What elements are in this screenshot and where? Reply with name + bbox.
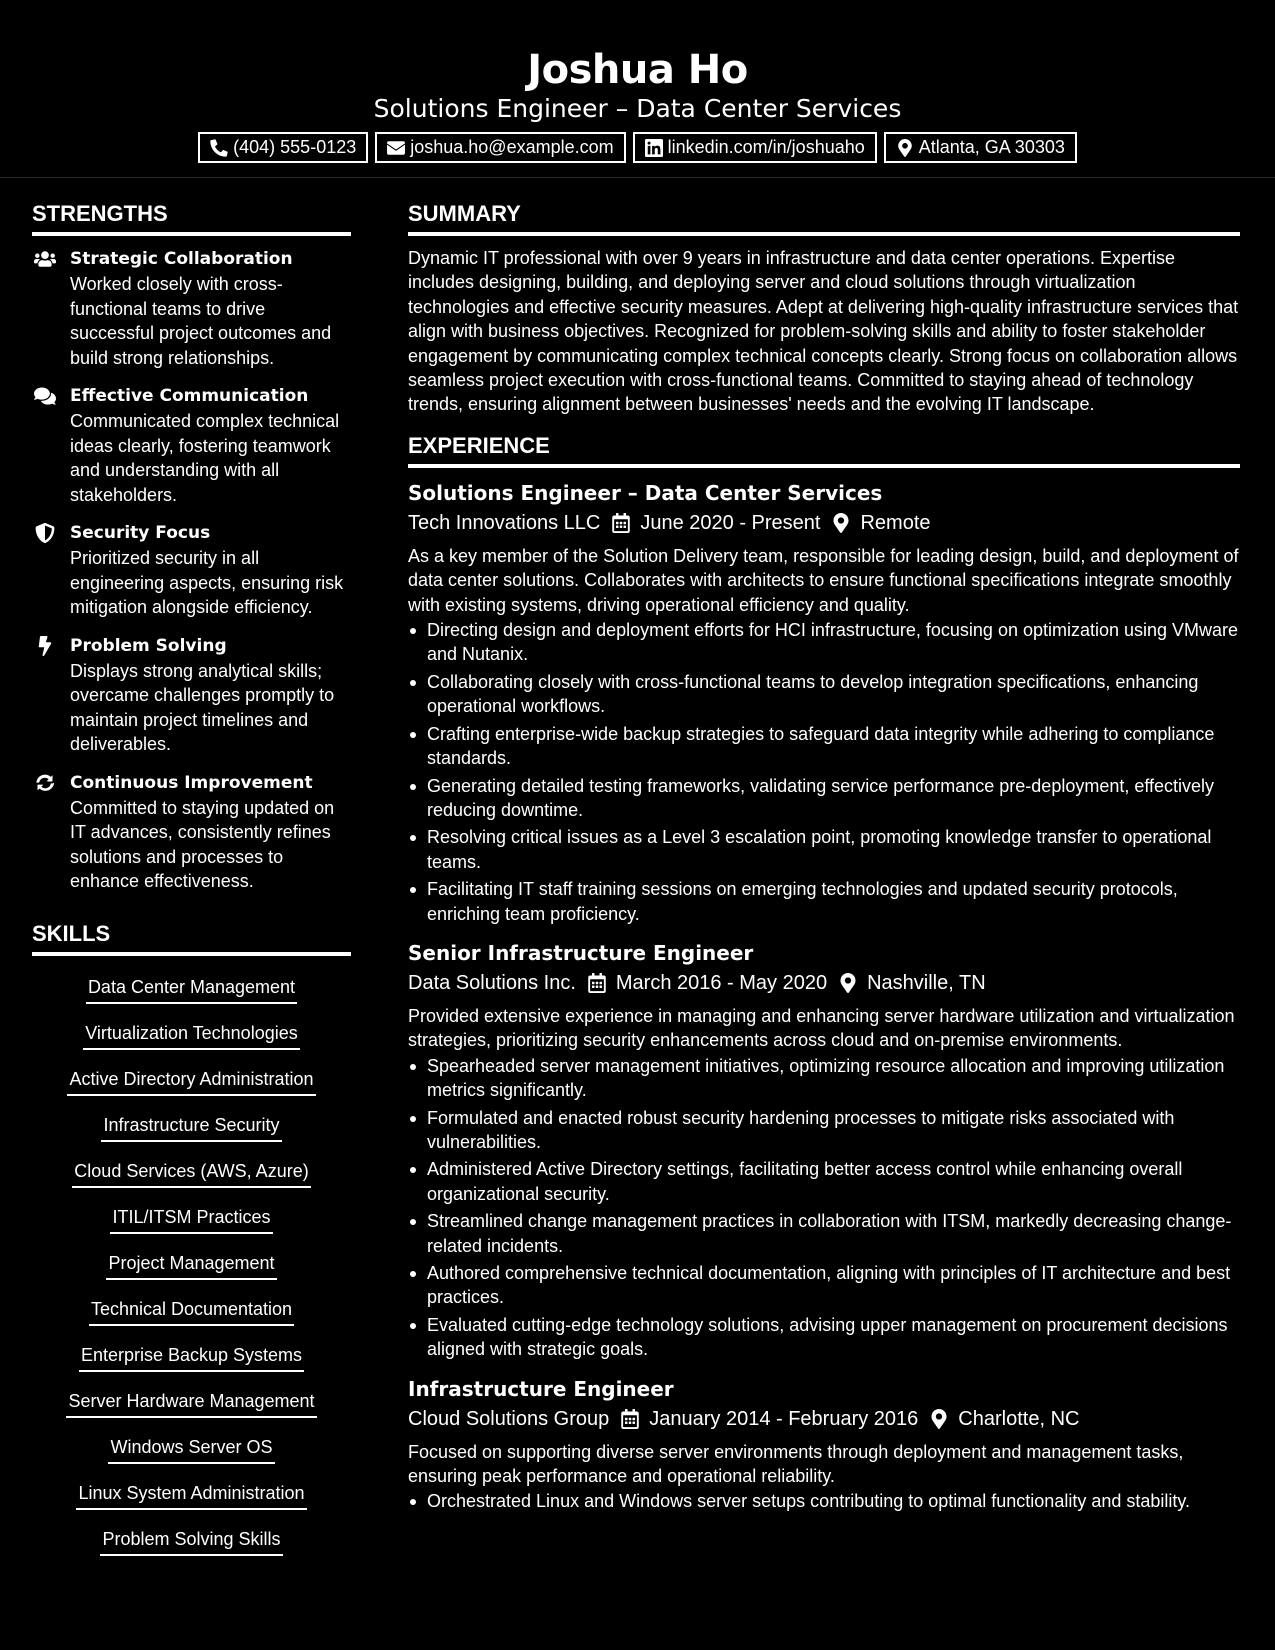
job-meta: [408, 508, 1240, 538]
skills-section: [32, 920, 351, 1564]
candidate-title: Solutions Engineer – Data Center Services: [373, 94, 902, 123]
skill-tag: Problem Solving Skills: [100, 1527, 282, 1556]
map-pin-icon: [896, 139, 914, 157]
calendar-icon: [621, 1409, 639, 1429]
contact-text: joshua.ho@example.com: [410, 137, 614, 157]
skill-tag: Infrastructure Security: [101, 1113, 281, 1142]
summary-heading: SUMMARY: [408, 200, 1240, 236]
strength-text: Displays strong analytical skills; overcame challenges promptly to maintain project timelines and deliverables.: [70, 660, 335, 754]
calendar-icon: [612, 513, 630, 533]
skill-tag: Server Hardware Management: [66, 1389, 316, 1418]
strength-text: Committed to staying updated on IT advances, consistently refines solutions and processes to enhance effectiveness.: [70, 797, 335, 891]
job-location: Charlotte, NC: [958, 1407, 1080, 1430]
skill-tag: Technical Documentation: [89, 1297, 294, 1326]
candidate-name: Joshua Ho: [527, 47, 748, 93]
job-bullet: Resolving critical issues as a Level 3 escalation point, promoting knowledge transfer to operational teams.: [408, 825, 1240, 874]
strength-title: Strategic Collaboration: [70, 249, 293, 269]
strength-item: [32, 383, 351, 507]
job-location: Remote: [860, 511, 931, 534]
job-meta: [408, 968, 1240, 998]
bolt-icon: [34, 636, 56, 656]
strength-title: Security Focus: [70, 523, 211, 543]
job-dates: March 2016 - May 2020: [615, 971, 828, 994]
job-bullet: Streamlined change management practices in collaboration with ITSM, markedly decreasing change-related incidents.: [408, 1209, 1240, 1258]
linkedin-icon: [645, 139, 663, 157]
job-bullet: Directing design and deployment efforts for HCI infrastructure, focusing on optimization using VMware and Nutanix.: [408, 618, 1240, 667]
contact-phone[interactable]: [198, 132, 368, 163]
contact-text: linkedin.com/in/joshuaho: [667, 137, 865, 157]
job-bullets: [408, 1489, 1240, 1513]
job-title: Infrastructure Engineer: [408, 1376, 674, 1401]
job-bullets: [408, 1054, 1240, 1362]
strengths-heading: STRENGTHS: [32, 200, 351, 236]
job-bullet: Authored comprehensive technical documentation, aligning with principles of IT architecture and best practices.: [408, 1261, 1240, 1310]
strength-title: Effective Communication: [70, 386, 309, 406]
job-meta: [408, 1404, 1240, 1434]
job-description: As a key member of the Solution Delivery team, responsible for leading design, build, and deployment of data center solutions. Collaborates with architects to ensure functional specifications integrate smoothly with existing systems, driving operational efficiency and quality.: [408, 545, 1239, 615]
skill-tag: Data Center Management: [86, 975, 297, 1004]
skill-tag: Windows Server OS: [108, 1435, 274, 1464]
contact-email[interactable]: [375, 132, 625, 163]
skill-tag: Project Management: [106, 1251, 276, 1280]
left-column: [32, 200, 351, 1564]
strength-text: Prioritized security in all engineering aspects, ensuring risk mitigation alongside efficiency.: [70, 548, 344, 617]
strength-text: Communicated complex technical ideas clearly, fostering teamwork and understanding with all stakeholders.: [70, 411, 340, 505]
contact-location[interactable]: [884, 132, 1077, 163]
job-bullet: Crafting enterprise-wide backup strategies to safeguard data integrity while adhering to compliance standards.: [408, 722, 1240, 771]
map-pin-icon: [832, 513, 850, 533]
resume-header: [0, 0, 1275, 178]
job-bullet: Collaborating closely with cross-functional teams to develop integration specifications, enhancing operational workflows.: [408, 670, 1240, 719]
sync-icon: [34, 773, 56, 793]
skill-list: [32, 966, 351, 1564]
strength-title: Continuous Improvement: [70, 772, 313, 793]
strength-item: [32, 520, 351, 620]
contact-linkedin[interactable]: [633, 132, 877, 163]
strength-item: [32, 246, 351, 370]
job-bullet: Spearheaded server management initiatives, optimizing resource allocation and improving utilization metrics significantly.: [408, 1054, 1240, 1103]
job-title: Senior Infrastructure Engineer: [408, 940, 754, 965]
job-company: Tech Innovations LLC: [408, 511, 601, 534]
job-bullet: Generating detailed testing frameworks, validating service performance pre-deployment, effectively reducing downtime.: [408, 774, 1240, 823]
users-icon: [34, 249, 56, 269]
job-company: Cloud Solutions Group: [408, 1407, 610, 1430]
job-company: Data Solutions Inc.: [408, 971, 576, 994]
job-bullets: [408, 618, 1240, 926]
summary-text: Dynamic IT professional with over 9 years in infrastructure and data center operations. Expertise includes designing, building, and deploying server and cloud solutions through virtualization technologies and effective security measures. Adept at delivering high-quality infrastructure services that align with business objectives. Recognized for problem-solving skills and ability to foster stakeholder engagement by communicating complex technical concepts clearly. Strong focus on collaboration allows seamless project execution with cross-functional teams. Committed to staying ahead of technology trends, ensuring alignment between businesses' needs and the evolving IT landscape.: [408, 248, 1239, 415]
job-bullet: Evaluated cutting-edge technology solutions, advising upper management on procurement decisions aligned with strategic goals.: [408, 1313, 1240, 1362]
comments-icon: [34, 386, 56, 406]
job-entry: [408, 478, 1240, 926]
skill-tag: Cloud Services (AWS, Azure): [72, 1159, 310, 1188]
map-pin-icon: [839, 973, 857, 993]
skill-tag: Active Directory Administration: [67, 1067, 315, 1096]
job-bullet: Orchestrated Linux and Windows server setups contributing to optimal functionality and stability.: [408, 1489, 1240, 1513]
summary-section: [408, 200, 1240, 417]
contact-text: Atlanta, GA 30303: [918, 137, 1065, 157]
skill-tag: ITIL/ITSM Practices: [110, 1205, 272, 1234]
skills-heading: SKILLS: [32, 920, 351, 956]
strength-title: Problem Solving: [70, 635, 227, 656]
job-bullet: Facilitating IT staff training sessions on emerging technologies and updated security protocols, enriching team proficiency.: [408, 877, 1240, 926]
right-column: [408, 200, 1240, 1526]
calendar-icon: [588, 973, 606, 993]
skill-tag: Enterprise Backup Systems: [79, 1343, 304, 1372]
job-bullet: Formulated and enacted robust security hardening processes to mitigate risks associated with vulnerabilities.: [408, 1106, 1240, 1155]
job-dates: June 2020 - Present: [640, 511, 821, 534]
job-location: Nashville, TN: [867, 971, 986, 994]
skill-tag: Linux System Administration: [76, 1481, 306, 1510]
phone-icon: [210, 139, 228, 157]
contact-text: (404) 555-0123: [233, 137, 357, 157]
job-bullet: Administered Active Directory settings, facilitating better access control while enhancing overall organizational security.: [408, 1157, 1240, 1206]
strength-item: [32, 633, 351, 757]
job-description: Provided extensive experience in managing and enhancing server hardware utilization and virtualization strategies, prioritizing security enhancements across cloud and on-premise environments.: [408, 1005, 1235, 1051]
map-pin-icon: [930, 1409, 948, 1429]
job-entry: [408, 1374, 1240, 1514]
contact-bar: [0, 132, 1275, 163]
experience-heading: EXPERIENCE: [408, 432, 1240, 468]
experience-section: [408, 432, 1240, 1514]
shield-icon: [34, 523, 56, 543]
job-description: Focused on supporting diverse server environments through deployment and management tasks, ensuring peak performance and operational reliability.: [408, 1441, 1184, 1487]
strength-item: [32, 770, 351, 894]
envelope-icon: [387, 139, 405, 157]
skill-tag: Virtualization Technologies: [83, 1021, 299, 1050]
job-dates: January 2014 - February 2016: [649, 1407, 919, 1430]
strength-text: Worked closely with cross-functional teams to drive successful project outcomes and build strong relationships.: [70, 274, 332, 368]
job-title: Solutions Engineer – Data Center Services: [408, 480, 883, 505]
job-entry: [408, 938, 1240, 1362]
